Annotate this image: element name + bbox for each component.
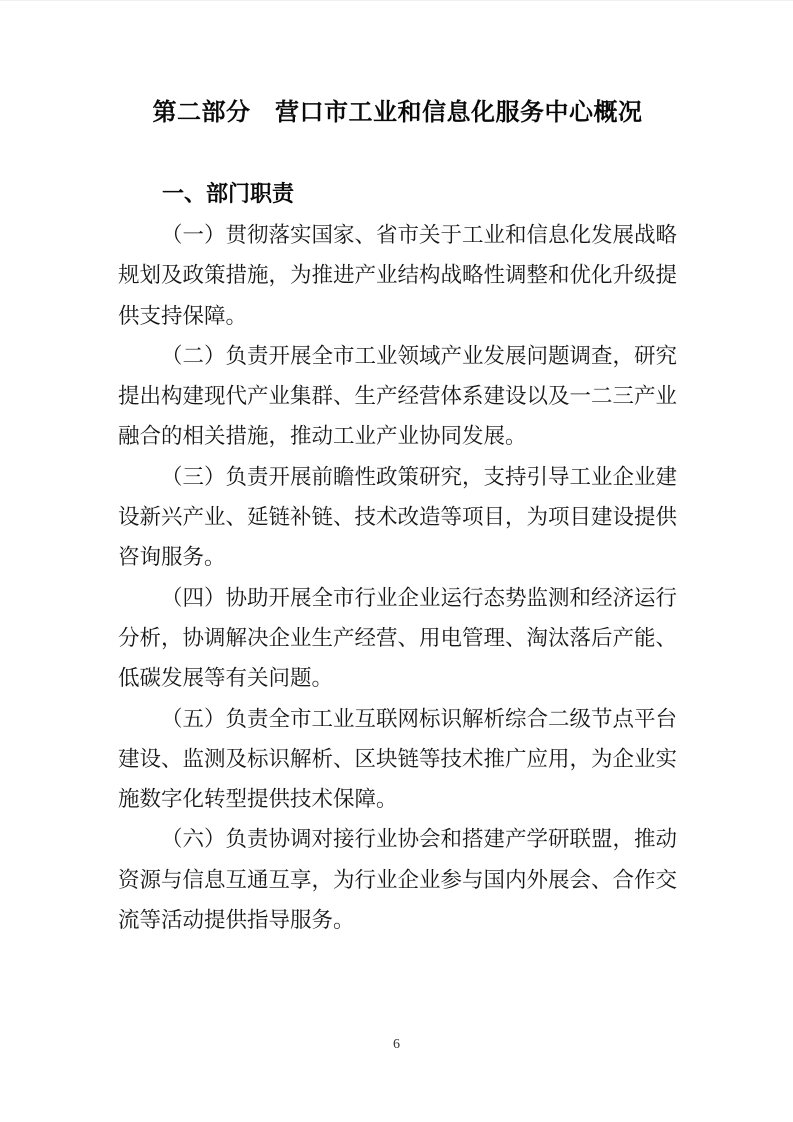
duty-paragraph-6: （六）负责协调对接行业协会和搭建产学研联盟，推动资源与信息互通互享，为行业企业参与国内外展会、合作交流等活动提供指导服务。 xyxy=(118,827,678,933)
section-heading-duties: 一、部门职责 xyxy=(162,181,295,206)
duty-paragraph-5: （五）负责全市工业互联网标识解析综合二级节点平台建设、监测及标识解析、区块链等技术推广应用，为企业实施数字化转型提供技术保障。 xyxy=(118,706,678,812)
document-body xyxy=(118,215,677,940)
duty-paragraph-1: （一）贯彻落实国家、省市关于工业和信息化发展战略规划及政策措施，为推进产业结构战略性调整和优化升级提供支持保障。 xyxy=(118,223,678,328)
duty-paragraph-4: （四）协助开展全市行业企业运行态势监测和经济运行分析，协调解决企业生产经营、用电管理、淘汰落后产能、低碳发展等有关问题。 xyxy=(118,585,678,691)
duty-paragraph-2: （二）负责开展全市工业领域产业发展问题调查，研究提出构建现代产业集群、生产经营体系建设以及一二三产业融合的相关措施，推动工业产业协同发展。 xyxy=(118,343,678,449)
document-title: 第二部分 营口市工业和信息化服务中心概况 xyxy=(152,99,643,126)
page-number: 6 xyxy=(393,1037,400,1052)
duty-paragraph-3: （三）负责开展前瞻性政策研究，支持引导工业企业建设新兴产业、延链补链、技术改造等项目，为项目建设提供咨询服务。 xyxy=(118,464,678,570)
